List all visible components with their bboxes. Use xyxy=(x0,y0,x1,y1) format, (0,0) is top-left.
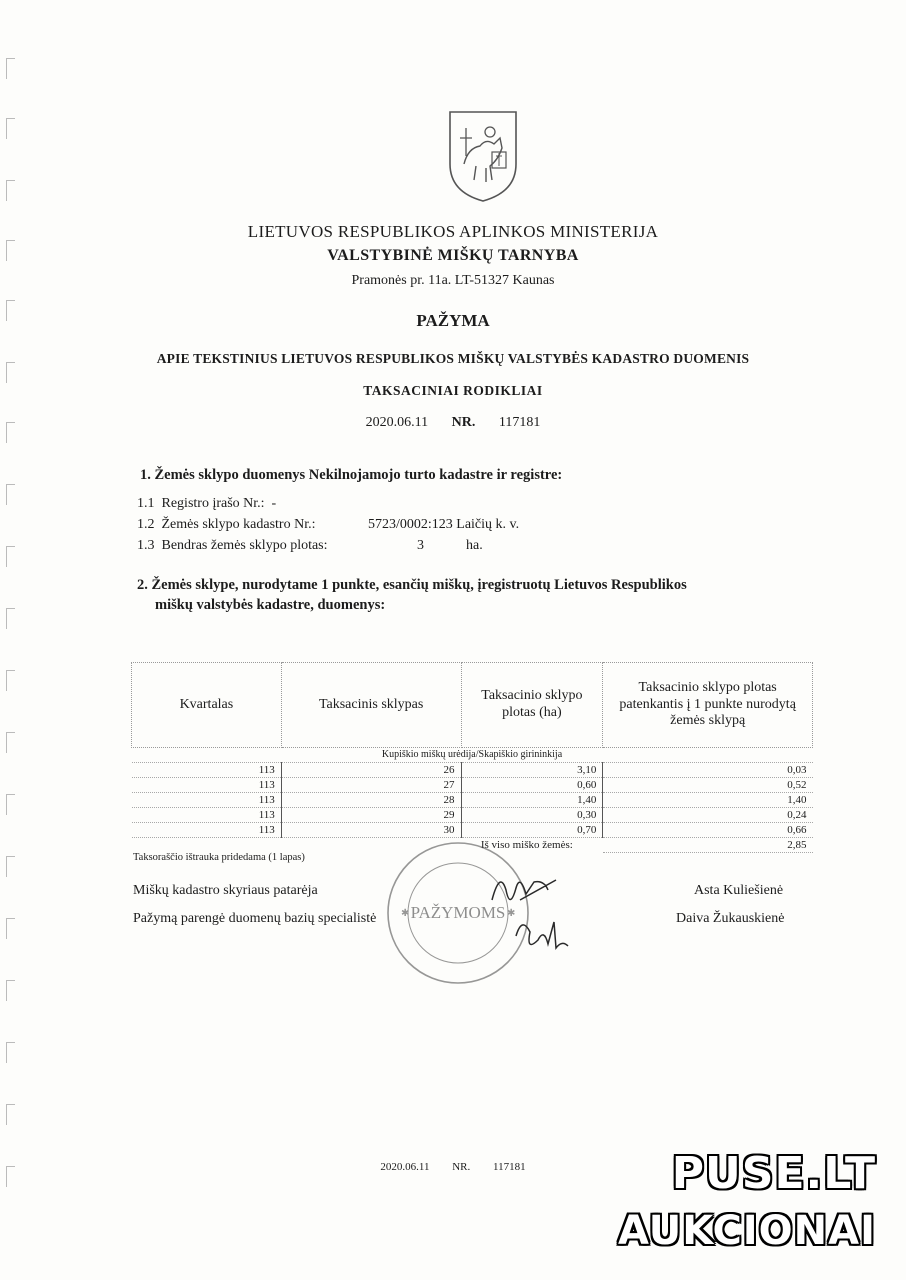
agency-address: Pramonės pr. 11a. LT-51327 Kaunas xyxy=(351,273,555,288)
total-label: Iš viso miško žemės: xyxy=(480,839,573,852)
table-row xyxy=(132,823,813,838)
document-nr-label: NR. xyxy=(451,415,476,430)
table-row xyxy=(132,808,813,823)
section-1-heading: 1. Žemės sklypo duomenys Nekilnojamojo turto kadastre ir registre: xyxy=(140,467,563,483)
document-date: 2020.06.11 xyxy=(365,415,429,430)
cell-kvartalas: 113 xyxy=(132,808,282,823)
cell-kvartalas: 113 xyxy=(132,778,282,793)
cell-patenkantis: 1,40 xyxy=(603,793,813,808)
binding-mark xyxy=(6,670,15,691)
table-header-row xyxy=(132,663,813,748)
item-1-2 xyxy=(137,517,315,533)
handwritten-signatures xyxy=(486,860,586,970)
cell-plotas: 0,30 xyxy=(461,808,603,823)
col-header: Kvartalas xyxy=(132,663,282,748)
item-label: Bendras žemės sklypo plotas: xyxy=(161,538,328,553)
cell-kvartalas: 113 xyxy=(132,793,282,808)
item-number: 1.1 xyxy=(137,496,155,511)
binding-mark xyxy=(6,484,15,505)
forestry-unit: Kupiškio miškų urėdija/Skapiškio girininkija xyxy=(132,748,813,763)
item-1-3 xyxy=(137,538,328,554)
svg-text:✱: ✱ xyxy=(507,908,516,919)
agency-name: VALSTYBINĖ MIŠKŲ TARNYBA xyxy=(327,247,579,264)
watermark-line-1: PUSE.LT xyxy=(671,1148,876,1199)
watermark-line-2: AUKCIONAI xyxy=(618,1208,876,1254)
document-subtitle-2: TAKSACINIAI RODIKLIAI xyxy=(363,383,543,398)
cell-sklypas: 30 xyxy=(281,823,461,838)
document-subtitle: APIE TEKSTINIUS LIETUVOS RESPUBLIKOS MIŠKŲ VALSTYBĖS KADASTRO DUOMENIS xyxy=(156,351,750,366)
footer-nr-label: NR. xyxy=(452,1161,471,1173)
item-value: - xyxy=(271,496,277,511)
footer-nr: 117181 xyxy=(493,1161,526,1173)
cell-patenkantis: 0,03 xyxy=(603,763,813,778)
cell-patenkantis: 0,66 xyxy=(603,823,813,838)
footer-date: 2020.06.11 xyxy=(380,1161,430,1173)
table-subheader-row xyxy=(132,748,813,763)
section-2-heading-cont: miškų valstybės kadastre, duomenys: xyxy=(155,597,386,613)
item-1-1 xyxy=(137,496,276,512)
item-number: 1.3 xyxy=(137,538,155,553)
cell-plotas: 0,60 xyxy=(461,778,603,793)
binding-mark xyxy=(6,918,15,939)
coat-of-arms-icon xyxy=(446,108,520,204)
binding-mark xyxy=(6,1104,15,1125)
document-title: PAŽYMA xyxy=(416,311,490,330)
binding-mark xyxy=(6,546,15,567)
cell-kvartalas: 113 xyxy=(132,823,282,838)
item-label: Registro įrašo Nr.: xyxy=(161,496,265,511)
cell-patenkantis: 0,52 xyxy=(603,778,813,793)
table-row xyxy=(132,793,813,808)
cell-patenkantis: 0,24 xyxy=(603,808,813,823)
col-header: Taksacinis sklypas xyxy=(281,663,461,748)
document-date-number xyxy=(0,415,906,431)
taxation-table xyxy=(131,662,813,853)
binding-mark xyxy=(6,794,15,815)
cell-plotas: 3,10 xyxy=(461,763,603,778)
cell-plotas: 0,70 xyxy=(461,823,603,838)
binding-mark xyxy=(6,732,15,753)
binding-mark xyxy=(6,1042,15,1063)
table-row xyxy=(132,763,813,778)
attachment-note: Taksoraščio ištrauka pridedama (1 lapas) xyxy=(133,852,305,863)
binding-mark xyxy=(6,58,15,79)
total-value: 2,85 xyxy=(603,838,813,853)
item-unit: ha. xyxy=(466,538,483,553)
item-label: Žemės sklypo kadastro Nr.: xyxy=(161,517,316,532)
signer-name-1: Asta Kuliešienė xyxy=(694,883,784,898)
cell-kvartalas: 113 xyxy=(132,763,282,778)
cell-sklypas: 26 xyxy=(281,763,461,778)
binding-mark xyxy=(6,980,15,1001)
ministry-name: LIETUVOS RESPUBLIKOS APLINKOS MINISTERIJA xyxy=(247,222,659,241)
cell-plotas: 1,40 xyxy=(461,793,603,808)
cell-sklypas: 27 xyxy=(281,778,461,793)
binding-mark xyxy=(6,856,15,877)
item-value: 5723/0002:123 Laičių k. v. xyxy=(368,517,520,532)
section-2-heading: 2. Žemės sklype, nurodytame 1 punkte, esančių miškų, įregistruotų Lietuvos Respublikos xyxy=(137,577,687,593)
binding-mark xyxy=(6,180,15,201)
svg-text:✱: ✱ xyxy=(401,908,410,919)
signer-role-1: Miškų kadastro skyriaus patarėja xyxy=(133,883,318,898)
binding-mark xyxy=(6,118,15,139)
item-value: 3 xyxy=(417,538,424,553)
binding-mark xyxy=(6,608,15,629)
cell-sklypas: 28 xyxy=(281,793,461,808)
col-header: Taksacinio sklypo plotas patenkantis į 1 punkte nurodytą žemės sklypą xyxy=(603,663,813,748)
table-row xyxy=(132,778,813,793)
item-number: 1.2 xyxy=(137,517,155,532)
signer-name-2: Daiva Žukauskienė xyxy=(676,911,785,926)
document-nr: 117181 xyxy=(498,415,541,430)
signer-role-2: Pažymą parengė duomenų bazių specialistė xyxy=(133,911,377,926)
stamp-text: PAŽYMOMS xyxy=(410,903,506,922)
col-header: Taksacinio sklypo plotas (ha) xyxy=(461,663,603,748)
cell-sklypas: 29 xyxy=(281,808,461,823)
